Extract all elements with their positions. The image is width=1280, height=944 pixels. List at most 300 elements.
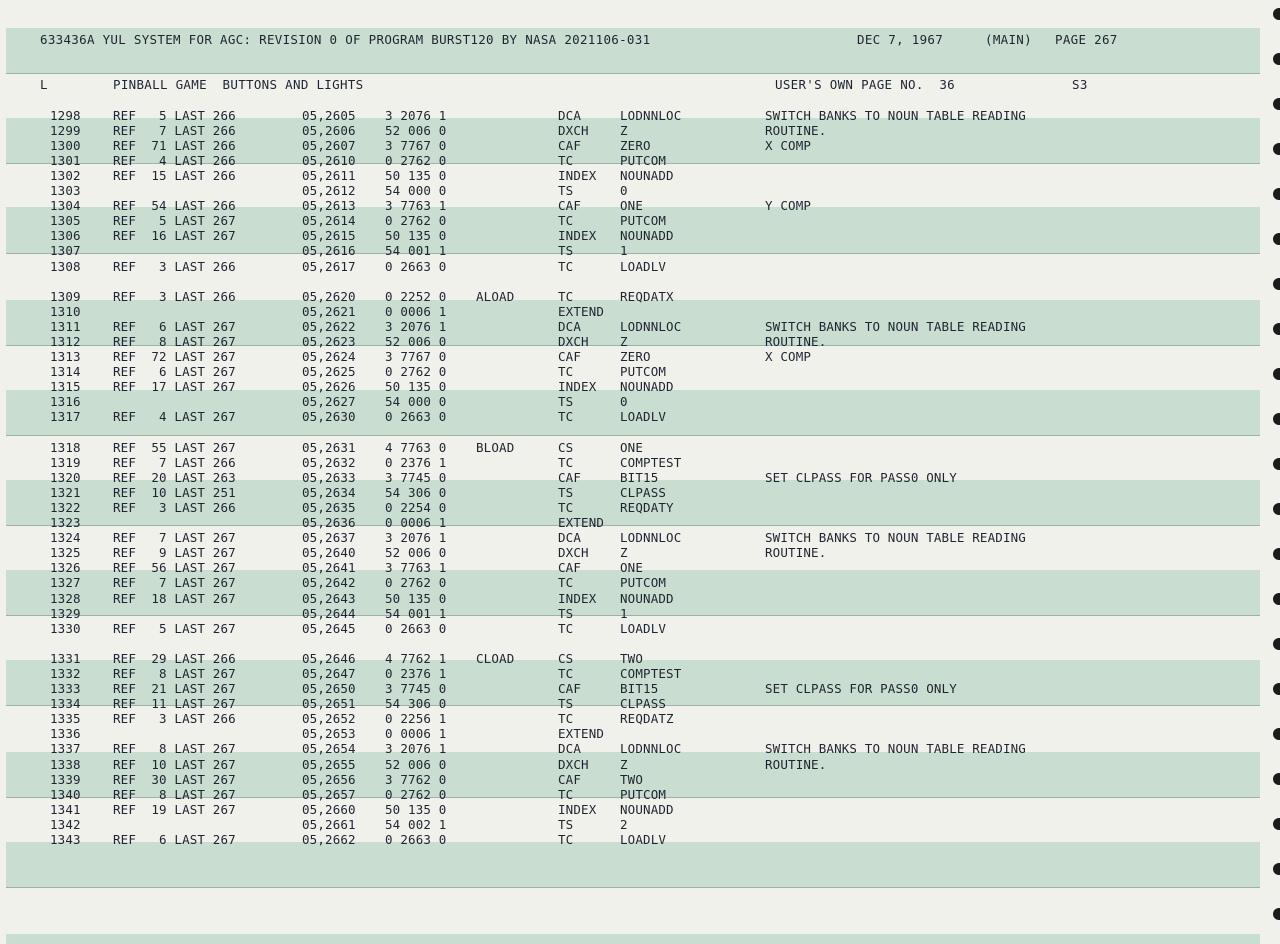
operand-field: 2 (620, 816, 628, 832)
comment-field: ROUTINE. (765, 756, 827, 772)
operand-field: 0 (620, 394, 628, 410)
line-number: 1324 (50, 530, 81, 546)
ref-field: REF 18 LAST 267 (113, 590, 236, 606)
opcode-field: TS (558, 816, 574, 832)
octal-word: 0 2762 0 (385, 153, 447, 169)
comment-field: SET CLPASS FOR PASS0 ONLY (765, 470, 957, 486)
opcode-field: DXCH (558, 123, 589, 139)
page-number: PAGE 267 (1055, 32, 1118, 47)
line-number: 1327 (50, 575, 81, 591)
opcode-field: TC (558, 213, 574, 229)
listing-section: (MAIN) (985, 32, 1032, 47)
address-field: 05,2622 (302, 319, 356, 335)
ref-field: REF 10 LAST 267 (113, 756, 236, 772)
address-field: 05,2627 (302, 394, 356, 410)
line-number: 1309 (50, 289, 81, 305)
band-divider (6, 73, 1260, 74)
line-number: 1330 (50, 620, 81, 636)
operand-field: ZERO (620, 349, 651, 365)
listing-row (0, 108, 1260, 123)
address-field: 05,2643 (302, 590, 356, 606)
band-divider (6, 887, 1260, 888)
octal-word: 3 2076 1 (385, 741, 447, 757)
opcode-field: TS (558, 696, 574, 712)
opcode-field: INDEX (558, 590, 597, 606)
octal-word: 3 7762 0 (385, 771, 447, 787)
octal-word: 50 135 0 (385, 168, 447, 184)
opcode-field: TC (558, 786, 574, 802)
operand-field: CLPASS (620, 485, 667, 501)
listing-row (0, 168, 1260, 183)
listing-row (0, 621, 1260, 636)
comment-field: SWITCH BANKS TO NOUN TABLE READING (765, 530, 1026, 546)
line-number: 1325 (50, 545, 81, 561)
line-number: 1301 (50, 153, 81, 169)
opcode-field: TS (558, 485, 574, 501)
line-number: 1299 (50, 123, 81, 139)
operand-field: NOUNADD (620, 801, 674, 817)
address-field: 05,2620 (302, 289, 356, 305)
listing-title: 633436A YUL SYSTEM FOR AGC: REVISION 0 OF PROGRAM BURST120 BY NASA 2021106-031 (40, 32, 651, 47)
address-field: 05,2607 (302, 138, 356, 154)
octal-word: 0 2256 1 (385, 711, 447, 727)
line-number: 1302 (50, 168, 81, 184)
listing-row (0, 591, 1260, 606)
tractor-hole (1273, 458, 1280, 470)
line-number: 1341 (50, 801, 81, 817)
octal-word: 54 001 1 (385, 243, 447, 259)
line-number: 1329 (50, 605, 81, 621)
listing-row (0, 817, 1260, 832)
line-number: 1323 (50, 515, 81, 531)
address-field: 05,2630 (302, 409, 356, 425)
listing-row (0, 319, 1260, 334)
listing-row (0, 666, 1260, 681)
octal-word: 50 135 0 (385, 590, 447, 606)
ref-field: REF 56 LAST 267 (113, 560, 236, 576)
ref-field: REF 3 LAST 266 (113, 289, 236, 305)
address-field: 05,2631 (302, 440, 356, 455)
green-band (6, 842, 1260, 888)
listing-row (0, 726, 1260, 741)
tractor-hole (1273, 548, 1280, 560)
tractor-hole (1273, 593, 1280, 605)
operand-field: BIT15 (620, 681, 659, 697)
octal-word: 54 000 0 (385, 394, 447, 410)
octal-word: 54 001 1 (385, 605, 447, 621)
listing-row (0, 440, 1260, 455)
operand-field: PUTCOM (620, 213, 667, 229)
listing-row (0, 153, 1260, 168)
address-field: 05,2636 (302, 515, 356, 531)
address-field: 05,2647 (302, 666, 356, 682)
ref-field: REF 15 LAST 266 (113, 168, 236, 184)
opcode-field: DCA (558, 530, 582, 546)
address-field: 05,2617 (302, 258, 356, 274)
address-field: 05,2633 (302, 470, 356, 486)
operand-field: 1 (620, 243, 628, 259)
address-field: 05,2625 (302, 364, 356, 380)
address-field: 05,2611 (302, 168, 356, 184)
line-number: 1322 (50, 500, 81, 516)
section-title: PINBALL GAME BUTTONS AND LIGHTS (113, 77, 364, 92)
octal-word: 54 306 0 (385, 696, 447, 712)
comment-field: SWITCH BANKS TO NOUN TABLE READING (765, 319, 1026, 335)
operand-field: Z (620, 545, 628, 561)
address-field: 05,2624 (302, 349, 356, 365)
opcode-field: INDEX (558, 801, 597, 817)
ref-field: REF 8 LAST 267 (113, 786, 236, 802)
ref-field: REF 7 LAST 266 (113, 455, 236, 471)
octal-word: 0 0006 1 (385, 515, 447, 531)
comment-field: Y COMP (765, 198, 812, 214)
tractor-hole (1273, 233, 1280, 245)
listing-row (0, 183, 1260, 198)
octal-word: 54 002 1 (385, 816, 447, 832)
listing-row (0, 772, 1260, 787)
operand-field: NOUNADD (620, 228, 674, 244)
operand-field: TWO (620, 651, 644, 667)
address-field: 05,2653 (302, 726, 356, 742)
line-number: 1317 (50, 409, 81, 425)
tractor-hole (1273, 503, 1280, 515)
octal-word: 0 0006 1 (385, 304, 447, 320)
ref-field: REF 8 LAST 267 (113, 741, 236, 757)
opcode-field: CS (558, 440, 574, 455)
octal-word: 0 2254 0 (385, 500, 447, 516)
tractor-hole (1273, 143, 1280, 155)
opcode-field: TC (558, 831, 574, 847)
octal-word: 3 7767 0 (385, 349, 447, 365)
octal-word: 0 2663 0 (385, 258, 447, 274)
listing-row (0, 304, 1260, 319)
listing-code: S3 (1072, 77, 1088, 92)
line-number: 1319 (50, 455, 81, 471)
tractor-hole (1273, 323, 1280, 335)
label-field: CLOAD (476, 651, 515, 667)
address-field: 05,2652 (302, 711, 356, 727)
tractor-hole (1273, 683, 1280, 695)
listing-row (0, 500, 1260, 515)
tractor-hole (1273, 188, 1280, 200)
listing-row (0, 228, 1260, 243)
ref-field: REF 16 LAST 267 (113, 228, 236, 244)
opcode-field: DXCH (558, 756, 589, 772)
ref-field: REF 5 LAST 267 (113, 620, 236, 636)
operand-field: REQDATX (620, 289, 674, 305)
opcode-field: INDEX (558, 379, 597, 395)
operand-field: LODNNLOC (620, 741, 682, 757)
line-number: 1310 (50, 304, 81, 320)
opcode-field: TC (558, 711, 574, 727)
operand-field: PUTCOM (620, 786, 667, 802)
line-number: 1335 (50, 711, 81, 727)
address-field: 05,2635 (302, 500, 356, 516)
ref-field: REF 4 LAST 267 (113, 409, 236, 425)
operand-field: Z (620, 123, 628, 139)
opcode-field: CAF (558, 198, 582, 214)
listing-row (0, 515, 1260, 530)
listing-row (0, 651, 1260, 666)
ref-field: REF 7 LAST 267 (113, 530, 236, 546)
operand-field: LOADLV (620, 620, 667, 636)
line-number: 1332 (50, 666, 81, 682)
octal-word: 0 2762 0 (385, 213, 447, 229)
listing-row (0, 787, 1260, 802)
listing-row (0, 711, 1260, 726)
tractor-hole (1273, 8, 1280, 20)
ref-field: REF 6 LAST 267 (113, 364, 236, 380)
address-field: 05,2655 (302, 756, 356, 772)
operand-field: LODNNLOC (620, 530, 682, 546)
user-page-number: USER'S OWN PAGE NO. 36 (775, 77, 955, 92)
line-number: 1298 (50, 108, 81, 123)
listing-row (0, 470, 1260, 485)
operand-field: REQDATZ (620, 711, 674, 727)
listing-row (0, 802, 1260, 817)
octal-word: 3 7763 1 (385, 198, 447, 214)
line-number: 1305 (50, 213, 81, 229)
address-field: 05,2641 (302, 560, 356, 576)
ref-field: REF 7 LAST 266 (113, 123, 236, 139)
tractor-hole (1273, 728, 1280, 740)
ref-field: REF 21 LAST 267 (113, 681, 236, 697)
address-field: 05,2660 (302, 801, 356, 817)
opcode-field: DXCH (558, 545, 589, 561)
octal-word: 52 006 0 (385, 123, 447, 139)
listing-date: DEC 7, 1967 (857, 32, 944, 47)
address-field: 05,2615 (302, 228, 356, 244)
listing-marker: L (40, 77, 48, 92)
ref-field: REF 19 LAST 267 (113, 801, 236, 817)
octal-word: 3 7745 0 (385, 470, 447, 486)
address-field: 05,2612 (302, 183, 356, 199)
ref-field: REF 6 LAST 267 (113, 319, 236, 335)
line-number: 1308 (50, 258, 81, 274)
opcode-field: EXTEND (558, 304, 605, 320)
tractor-hole (1273, 818, 1280, 830)
octal-word: 0 2376 1 (385, 666, 447, 682)
line-number: 1333 (50, 681, 81, 697)
octal-word: 52 006 0 (385, 545, 447, 561)
octal-word: 50 135 0 (385, 379, 447, 395)
opcode-field: CAF (558, 681, 582, 697)
line-number: 1338 (50, 756, 81, 772)
address-field: 05,2613 (302, 198, 356, 214)
band-divider (6, 435, 1260, 436)
comment-field: SWITCH BANKS TO NOUN TABLE READING (765, 108, 1026, 123)
listing-row (0, 832, 1260, 847)
operand-field: ZERO (620, 138, 651, 154)
address-field: 05,2632 (302, 455, 356, 471)
operand-field: NOUNADD (620, 590, 674, 606)
line-number: 1340 (50, 786, 81, 802)
opcode-field: CAF (558, 470, 582, 486)
listing-row (0, 379, 1260, 394)
opcode-field: TS (558, 183, 574, 199)
octal-word: 0 2663 0 (385, 831, 447, 847)
ref-field: REF 7 LAST 267 (113, 575, 236, 591)
listing-row (0, 138, 1260, 153)
listing-row (0, 530, 1260, 545)
ref-field: REF 6 LAST 267 (113, 831, 236, 847)
address-field: 05,2605 (302, 108, 356, 123)
octal-word: 3 2076 1 (385, 319, 447, 335)
operand-field: NOUNADD (620, 168, 674, 184)
octal-word: 50 135 0 (385, 228, 447, 244)
comment-field: ROUTINE. (765, 123, 827, 139)
line-number: 1315 (50, 379, 81, 395)
opcode-field: DCA (558, 319, 582, 335)
address-field: 05,2661 (302, 816, 356, 832)
line-number: 1300 (50, 138, 81, 154)
ref-field: REF 71 LAST 266 (113, 138, 236, 154)
address-field: 05,2644 (302, 605, 356, 621)
listing-row (0, 757, 1260, 772)
listing-row (0, 696, 1260, 711)
address-field: 05,2650 (302, 681, 356, 697)
opcode-field: EXTEND (558, 726, 605, 742)
octal-word: 50 135 0 (385, 801, 447, 817)
address-field: 05,2610 (302, 153, 356, 169)
octal-word: 4 7762 1 (385, 651, 447, 667)
listing-row (0, 213, 1260, 228)
line-number: 1342 (50, 816, 81, 832)
octal-word: 3 7763 1 (385, 560, 447, 576)
tractor-hole (1273, 53, 1280, 65)
opcode-field: TC (558, 620, 574, 636)
ref-field: REF 8 LAST 267 (113, 334, 236, 350)
operand-field: COMPTEST (620, 455, 682, 471)
ref-field: REF 4 LAST 266 (113, 153, 236, 169)
line-number: 1303 (50, 183, 81, 199)
tractor-hole (1273, 863, 1280, 875)
address-field: 05,2642 (302, 575, 356, 591)
tractor-hole (1273, 98, 1280, 110)
tractor-holes (1272, 0, 1280, 944)
listing-row (0, 394, 1260, 409)
address-field: 05,2654 (302, 741, 356, 757)
comment-field: X COMP (765, 349, 812, 365)
line-number: 1334 (50, 696, 81, 712)
line-number: 1313 (50, 349, 81, 365)
address-field: 05,2621 (302, 304, 356, 320)
listing-row (0, 681, 1260, 696)
line-number: 1337 (50, 741, 81, 757)
line-number: 1316 (50, 394, 81, 410)
octal-word: 54 000 0 (385, 183, 447, 199)
tractor-hole (1273, 278, 1280, 290)
operand-field: TWO (620, 771, 644, 787)
tractor-hole (1273, 773, 1280, 785)
opcode-field: CS (558, 651, 574, 667)
line-number: 1307 (50, 243, 81, 259)
listing-row (0, 289, 1260, 304)
listing-row (0, 334, 1260, 349)
line-number: 1331 (50, 651, 81, 667)
tractor-hole (1273, 908, 1280, 920)
comment-field: SET CLPASS FOR PASS0 ONLY (765, 681, 957, 697)
tractor-hole (1273, 413, 1280, 425)
listing-row (0, 606, 1260, 621)
opcode-field: DCA (558, 741, 582, 757)
address-field: 05,2614 (302, 213, 356, 229)
opcode-field: CAF (558, 138, 582, 154)
ref-field: REF 3 LAST 266 (113, 711, 236, 727)
ref-field: REF 20 LAST 263 (113, 470, 236, 486)
operand-field: LODNNLOC (620, 108, 682, 123)
opcode-field: TS (558, 243, 574, 259)
ref-field: REF 11 LAST 267 (113, 696, 236, 712)
listing-row (0, 741, 1260, 756)
ref-field: REF 55 LAST 267 (113, 440, 236, 455)
listing-row (0, 455, 1260, 470)
opcode-field: TC (558, 258, 574, 274)
operand-field: Z (620, 756, 628, 772)
opcode-field: TC (558, 666, 574, 682)
operand-field: REQDATY (620, 500, 674, 516)
line-number: 1311 (50, 319, 81, 335)
address-field: 05,2645 (302, 620, 356, 636)
listing-row (0, 259, 1260, 274)
address-field: 05,2651 (302, 696, 356, 712)
line-number: 1321 (50, 485, 81, 501)
operand-field: COMPTEST (620, 666, 682, 682)
listing-row (0, 198, 1260, 213)
comment-field: ROUTINE. (765, 545, 827, 561)
comment-field: SWITCH BANKS TO NOUN TABLE READING (765, 741, 1026, 757)
ref-field: REF 17 LAST 267 (113, 379, 236, 395)
octal-word: 3 2076 1 (385, 530, 447, 546)
tractor-hole (1273, 638, 1280, 650)
address-field: 05,2606 (302, 123, 356, 139)
line-number: 1339 (50, 771, 81, 787)
ref-field: REF 54 LAST 266 (113, 198, 236, 214)
octal-word: 0 0006 1 (385, 726, 447, 742)
ref-field: REF 5 LAST 267 (113, 213, 236, 229)
operand-field: PUTCOM (620, 153, 667, 169)
listing-row (0, 349, 1260, 364)
opcode-field: DCA (558, 108, 582, 123)
opcode-field: TS (558, 394, 574, 410)
listing-row (0, 485, 1260, 500)
line-number: 1306 (50, 228, 81, 244)
ref-field: REF 8 LAST 267 (113, 666, 236, 682)
operand-field: NOUNADD (620, 379, 674, 395)
octal-word: 0 2376 1 (385, 455, 447, 471)
ref-field: REF 9 LAST 267 (113, 545, 236, 561)
operand-field: PUTCOM (620, 575, 667, 591)
opcode-field: TC (558, 409, 574, 425)
label-field: ALOAD (476, 289, 515, 305)
listing-row (0, 545, 1260, 560)
operand-field: 1 (620, 605, 628, 621)
listing-row (0, 409, 1260, 424)
octal-word: 3 7745 0 (385, 681, 447, 697)
listing-row (0, 560, 1260, 575)
address-field: 05,2662 (302, 831, 356, 847)
operand-field: ONE (620, 560, 644, 576)
ref-field: REF 29 LAST 266 (113, 651, 236, 667)
listing-row (0, 364, 1260, 379)
octal-word: 52 006 0 (385, 334, 447, 350)
opcode-field: INDEX (558, 228, 597, 244)
opcode-field: TC (558, 455, 574, 471)
opcode-field: TC (558, 289, 574, 305)
operand-field: Z (620, 334, 628, 350)
operand-field: CLPASS (620, 696, 667, 712)
comment-field: ROUTINE. (765, 334, 827, 350)
